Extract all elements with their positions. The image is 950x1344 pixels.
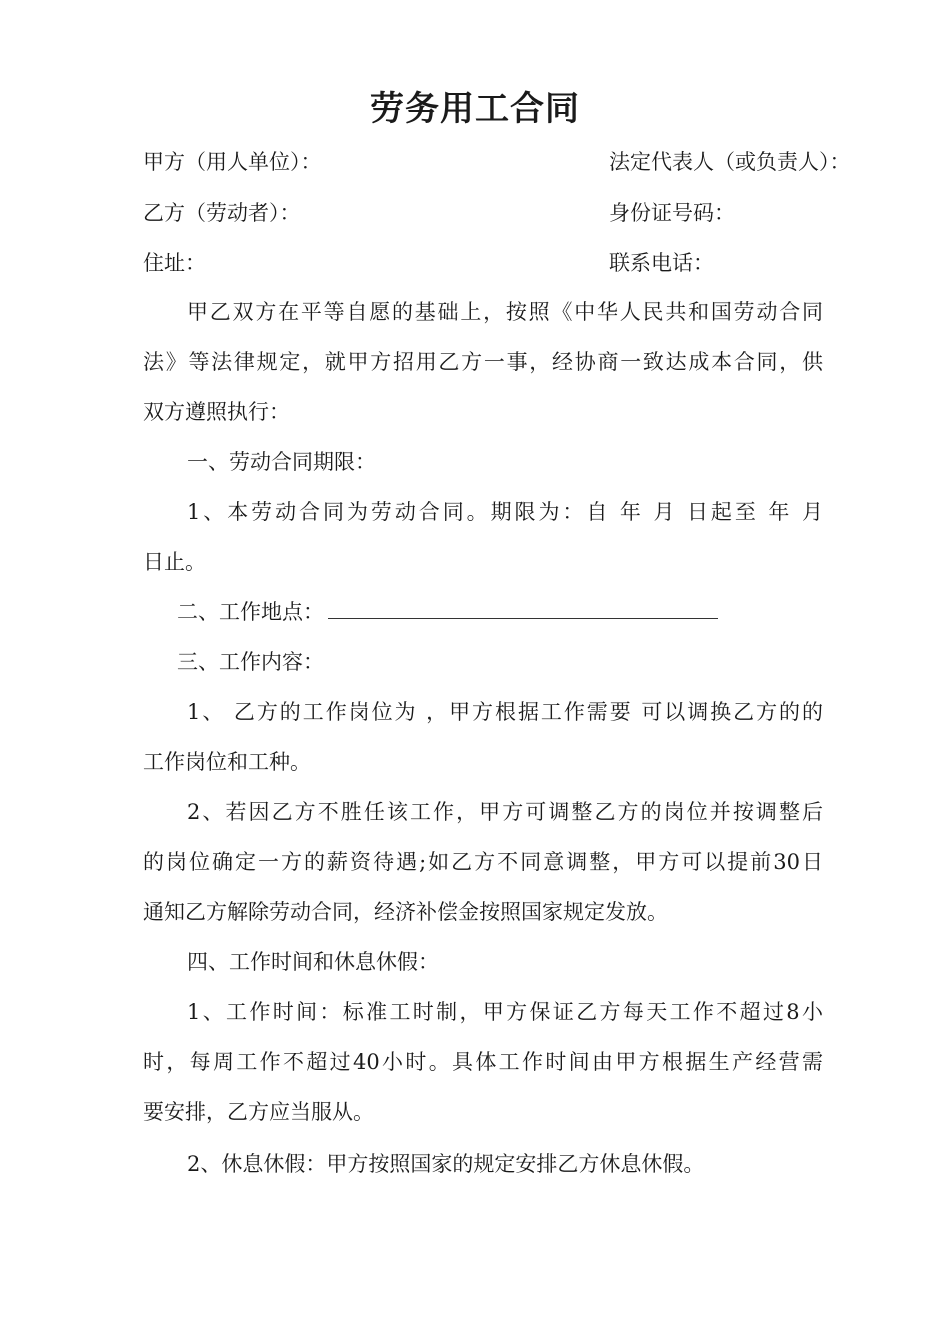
- party-a-row: [143, 137, 851, 187]
- address-label: 住址：: [143, 251, 206, 275]
- section-3-item-1-line-2: 工作岗位和工种。: [143, 750, 311, 774]
- address-row: [143, 238, 823, 288]
- section-4-item-1-line-3: 要安排，乙方应当服从。: [143, 1100, 374, 1124]
- section-4-item-1-line-2: 时，每周工作不超过40小时。具体工作时间由甲方根据生产经营需: [143, 1050, 823, 1074]
- id-number-label: 身份证号码：: [609, 201, 735, 225]
- preamble-line-1: 甲乙双方在平等自愿的基础上，按照《中华人民共和国劳动合同: [187, 300, 823, 324]
- party-b-label: 乙方（劳动者）：: [143, 201, 301, 225]
- party-a-label: 甲方（用人单位）：: [143, 150, 322, 174]
- section-4-item-2: 2、休息休假：甲方按照国家的规定安排乙方休息休假。: [187, 1152, 705, 1176]
- section-1-heading: 一、劳动合同期限：: [187, 450, 376, 474]
- party-b-row: [143, 188, 823, 238]
- section-3-item-1-line-1: 1、 乙方的工作岗位为 ，甲方根据工作需要 可以调换乙方的的: [187, 700, 823, 724]
- section-3-item-2-line-3: 通知乙方解除劳动合同，经济补偿金按照国家规定发放。: [143, 900, 668, 924]
- section-3-item-2-line-1: 2、若因乙方不胜任该工作，甲方可调整乙方的岗位并按调整后: [187, 800, 823, 824]
- section-1-item-1-line-2: 日止。: [143, 550, 206, 574]
- section-2-heading: 二、工作地点：: [177, 600, 324, 624]
- section-2-row: [143, 587, 823, 637]
- section-4-item-1-line-1: 1、工作时间：标准工时制，甲方保证乙方每天工作不超过8小: [187, 1000, 823, 1024]
- section-1-item-1-line-1: 1、本劳动合同为劳动合同。期限为：自 年 月 日起至 年 月: [187, 500, 823, 524]
- legal-rep-label: 法定代表人（或负责人）：: [609, 150, 851, 174]
- document-title: 劳务用工合同: [370, 89, 580, 129]
- preamble-line-2: 法》等法律规定，就甲方招用乙方一事，经协商一致达成本合同，供: [143, 350, 823, 374]
- work-location-blank: [328, 598, 718, 619]
- preamble-line-3: 双方遵照执行：: [143, 400, 290, 424]
- phone-label: 联系电话：: [609, 251, 714, 275]
- section-3-item-2-line-2: 的岗位确定一方的薪资待遇;如乙方不同意调整，甲方可以提前30日: [143, 850, 823, 874]
- section-4-heading: 四、工作时间和休息休假：: [187, 950, 439, 974]
- section-3-heading: 三、工作内容：: [177, 650, 324, 674]
